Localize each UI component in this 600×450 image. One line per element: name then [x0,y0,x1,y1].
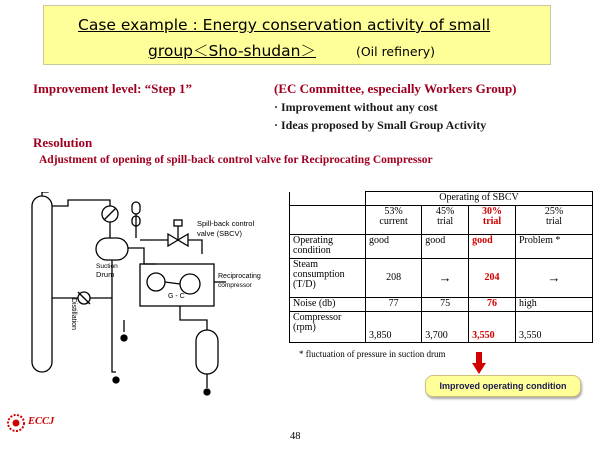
row-label-compressor: Compressor (rpm) [290,312,366,343]
bullet-no-cost: · Improvement without any cost [274,100,438,114]
col-header-53: 53% current [366,206,422,235]
title-line-1: Case example : Energy conservation activity of small [78,16,491,34]
table-row [290,298,593,312]
table-group-header: Operating of SBCV [366,192,593,206]
table-cell: 208 [366,259,422,298]
resolution-text: Adjustment of opening of spill-back control valve for Reciprocating Compressor [39,154,433,166]
table-cell: Problem * [516,234,593,258]
resolution-heading: Resolution [33,135,93,150]
table-footnote: * fluctuation of pressure in suction drum [299,349,446,359]
table-cell: good [366,234,422,258]
table-cell: 204 [469,259,516,298]
col-header-45: 45% trial [422,206,469,235]
table-cell: → [422,259,469,298]
bullet-small-group: · Ideas proposed by Small Group Activity [274,118,487,132]
title-subtitle: (Oil refinery) [355,44,436,59]
label-drum: Drum [96,270,115,279]
table-cell: 75 [422,298,469,312]
distillation-column [32,196,52,372]
label-recip-1: Reciprocating [218,273,261,280]
table-row [290,234,593,258]
table-corner-lower [290,206,366,235]
table-row [290,259,593,298]
label-compressor-tag: G - C [168,293,185,300]
table-cell: 76 [469,298,516,312]
table-cell: 77 [366,298,422,312]
committee-label: (EC Committee, especially Workers Group) [274,81,517,96]
label-distillation: Distillation [70,298,77,330]
table-cell: 3,850 [366,312,422,343]
process-diagram [20,192,285,404]
label-recip-2: compressor [218,282,252,289]
eccj-logo-text: ECCJ [28,416,55,427]
eccj-logo-icon [6,413,26,433]
table-row [290,312,593,343]
table-cell: 3,550 [469,312,516,343]
improvement-level: Improvement level: “Step 1” [33,81,192,96]
suction-drum-icon [96,238,128,260]
row-label-steam: Steam consumption (T/D) [290,259,366,298]
vessel-icon [196,330,218,374]
row-label-operating: Operating condition [290,234,366,258]
sbcv-table [289,191,593,343]
title-box [43,5,551,65]
table-cell: high [516,298,593,312]
table-cell: 3,550 [516,312,593,343]
table-cell: good [469,234,516,258]
row-label-noise: Noise (db) [290,298,366,312]
arrow-down-icon [472,352,486,374]
spill-back-valve-icon [168,234,178,246]
title-group-name: group＜Sho-shudan＞ [148,42,316,60]
page-number: 48 [290,431,301,442]
label-spill-back-1: Spill-back control [197,219,255,228]
table-cell: good [422,234,469,258]
title-line-2 [148,39,435,61]
table-cell: 3,700 [422,312,469,343]
label-suction: Suction [96,263,118,270]
col-header-25: 25% trial [516,206,593,235]
label-spill-back-2: valve (SBCV) [197,229,243,238]
improved-condition-badge: Improved operating condition [425,375,581,397]
table-cell: → [516,259,593,298]
table-corner [290,192,366,206]
col-header-30: 30% trial [469,206,516,235]
